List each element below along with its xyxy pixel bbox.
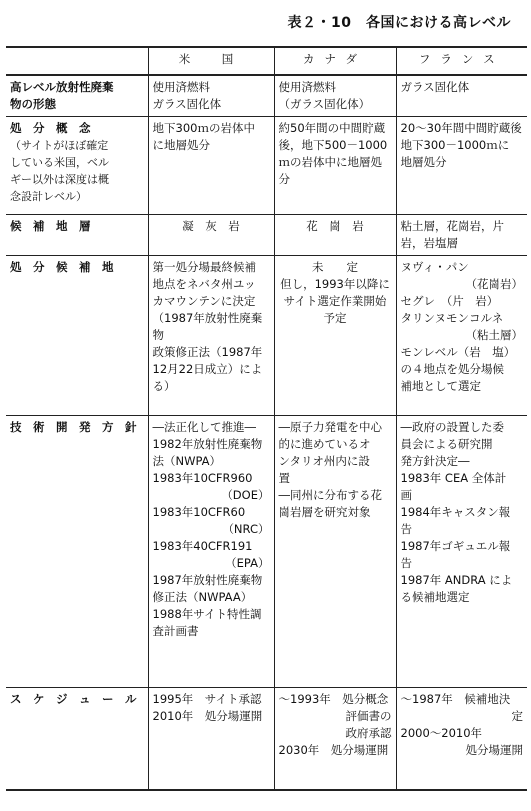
cell-line: カマウンテンに決定 xyxy=(152,294,256,308)
page-title: 表２・10 各国における高レベル xyxy=(287,15,511,31)
cell-line: 定 xyxy=(511,709,523,723)
cell-line: 2030年 処分場運開 xyxy=(278,743,389,757)
cell-line: 的に進めているオ xyxy=(278,437,371,451)
cell-line: 2010年 処分場運開 xyxy=(152,709,263,723)
cell-line: ヌヴィ・パン xyxy=(400,260,469,274)
cell-line: （DOE） xyxy=(221,488,270,502)
cell-line: （1987年放射性廃棄物 xyxy=(152,311,263,342)
cell-line: 置 xyxy=(278,471,290,485)
row-label-waste-form xyxy=(6,75,148,117)
cell-line: （粘土層） xyxy=(465,328,523,342)
cell-line: る） xyxy=(152,379,176,393)
cell-line: 12月22日成立）によ xyxy=(152,362,263,376)
row-label-disposal-concept xyxy=(6,117,148,215)
header-usa: 米 国 xyxy=(148,47,274,75)
cell-line: ガラス固化体 xyxy=(400,80,470,94)
cell-line: 約50年間の中間貯蔵 xyxy=(278,121,386,135)
row-label-note-line: （サイトがほぼ確定 xyxy=(10,139,109,152)
table-row-waste-form xyxy=(6,75,527,117)
row-label-note-line: 念設計レベル） xyxy=(10,190,87,203)
cell-line: 地下300ｍの岩体中 xyxy=(152,121,255,135)
cell-line: 査計画書 xyxy=(152,624,199,638)
row-label-line: 物の形態 xyxy=(10,97,56,111)
cell-line: 処分場運開 xyxy=(465,743,523,757)
cell-line: 但し，1993年以降に xyxy=(280,277,390,291)
cell-line: 1988年サイト特性調 xyxy=(152,607,262,621)
row-label-candidate-site xyxy=(6,256,148,416)
cell-line: 予定 xyxy=(323,311,347,325)
table-row-disposal-concept xyxy=(6,117,527,215)
cell-line: 岩，岩塩層 xyxy=(400,236,458,250)
cell-line: 粘土層，花崗岩，片 xyxy=(400,219,504,233)
cell-line: 地下300－1000ｍに xyxy=(400,138,510,152)
cell-waste-form-usa xyxy=(148,75,274,117)
cell-line: タリンヌモンコルネ xyxy=(400,311,504,325)
comparison-table xyxy=(6,46,527,791)
row-label-line: 高レベル放射性廃棄 xyxy=(10,80,114,94)
cell-line: （花崗岩） xyxy=(465,277,523,291)
cell-line: 1995年 サイト承認 xyxy=(152,692,262,706)
cell-line: （EPA） xyxy=(225,556,270,570)
cell-line: サイト選定作業開始 xyxy=(283,294,387,308)
row-label-line: 処 分 候 補 地 xyxy=(10,260,114,274)
cell-line: 1983年 CEA 全体計 xyxy=(400,471,507,485)
cell-line: 使用済燃料 xyxy=(278,80,336,94)
table-row-rd-policy xyxy=(6,416,527,688)
cell-line: 政策修正法（1987年 xyxy=(152,345,263,359)
cell-line: モンレベル（岩 塩） xyxy=(400,345,516,359)
cell-line: 評価書の xyxy=(345,709,392,723)
cell-waste-form-canada xyxy=(274,75,396,117)
cell-candidate-site-france xyxy=(396,256,527,416)
cell-line: 告 xyxy=(400,522,412,536)
cell-line: 2000～2010年 xyxy=(400,726,483,740)
cell-candidate-site-usa xyxy=(148,256,274,416)
table-row-schedule xyxy=(6,688,527,790)
cell-line: ～1993年 処分概念 xyxy=(278,692,389,706)
cell-line: （ガラス固化体） xyxy=(278,97,371,111)
cell-line: 花 崗 岩 xyxy=(306,219,364,233)
cell-line: 1982年放射性廃棄物 xyxy=(152,437,263,451)
cell-line: （NRC） xyxy=(222,522,270,536)
cell-candidate-strata-canada xyxy=(274,215,396,256)
cell-rd-policy-france xyxy=(396,416,527,688)
cell-line: 法（NWPA） xyxy=(152,454,222,468)
cell-disposal-concept-france xyxy=(396,117,527,215)
row-label-note-line: している米国，ベル xyxy=(10,156,109,169)
row-label-schedule xyxy=(6,688,148,790)
cell-line: 第一処分場最終候補 xyxy=(152,260,256,274)
cell-rd-policy-canada xyxy=(274,416,396,688)
cell-line: 1983年10CFR60 xyxy=(152,505,246,519)
cell-schedule-canada xyxy=(274,688,396,790)
cell-schedule-usa xyxy=(148,688,274,790)
header-france: フランス xyxy=(396,47,527,75)
cell-waste-form-france xyxy=(396,75,527,117)
cell-line: ―政府の設置した委 xyxy=(400,420,504,434)
cell-line: 1987年ゴギュエル報 xyxy=(400,539,511,553)
table-row-candidate-strata xyxy=(6,215,527,256)
cell-line: ｍの岩体中に地層処 xyxy=(278,155,382,169)
cell-line: 地点をネバタ州ユッ xyxy=(152,277,256,291)
cell-line: ガラス固化体 xyxy=(152,97,222,111)
cell-line: 政府承認 xyxy=(345,726,392,740)
cell-line: 補地として選定 xyxy=(400,379,481,393)
cell-line: 凝 灰 岩 xyxy=(182,219,240,233)
cell-line: 1987年 ANDRA によ xyxy=(400,573,513,587)
row-label-rd-policy xyxy=(6,416,148,688)
row-label-line: 候 補 地 層 xyxy=(10,219,91,233)
cell-line: る候補地選定 xyxy=(400,590,470,604)
row-label-candidate-strata xyxy=(6,215,148,256)
cell-line: 1983年10CFR960 xyxy=(152,471,253,485)
cell-line: に地層処分 xyxy=(152,138,210,152)
cell-disposal-concept-usa xyxy=(148,117,274,215)
header-canada: カナダ xyxy=(274,47,396,75)
table-row-candidate-site xyxy=(6,256,527,416)
cell-line: ～1987年 候補地決 xyxy=(400,692,511,706)
cell-line: セグレ （片 岩） xyxy=(400,294,499,308)
row-label-line: 技 術 開 発 方 針 xyxy=(10,420,137,434)
cell-line: 使用済燃料 xyxy=(152,80,210,94)
cell-line: ―同州に分布する花 xyxy=(278,488,382,502)
cell-candidate-strata-france xyxy=(396,215,527,256)
cell-line: 1987年放射性廃棄物 xyxy=(152,573,263,587)
table-header-row xyxy=(6,47,527,75)
cell-line: ンタリオ州内に設 xyxy=(278,454,370,468)
header-blank xyxy=(6,47,148,75)
row-label-line: 処 分 概 念 xyxy=(10,121,91,135)
cell-disposal-concept-canada xyxy=(274,117,396,215)
cell-line: 20～30年間中間貯蔵後 xyxy=(400,121,522,135)
cell-line: 後，地下500－1000 xyxy=(278,138,388,152)
row-label-note-line: ギー以外は深度は概 xyxy=(10,173,109,186)
cell-line: 員会による研究開 xyxy=(400,437,493,451)
cell-line: 1983年40CFR191 xyxy=(152,539,253,553)
cell-schedule-france xyxy=(396,688,527,790)
cell-rd-policy-usa xyxy=(148,416,274,688)
cell-line: 分 xyxy=(278,172,290,186)
cell-line: 告 xyxy=(400,556,412,570)
cell-line: ―原子力発電を中心 xyxy=(278,420,382,434)
cell-line: の４地点を処分場候 xyxy=(400,362,504,376)
cell-line: 地層処分 xyxy=(400,155,447,169)
cell-line: 1984年キャスタン報 xyxy=(400,505,511,519)
row-label-line: ス ケ ジ ュ ー ル xyxy=(10,692,137,706)
cell-line: 画 xyxy=(400,488,412,502)
cell-line: 修正法（NWPAA） xyxy=(152,590,253,604)
cell-candidate-site-canada xyxy=(274,256,396,416)
cell-line: 未 定 xyxy=(312,260,358,274)
cell-line: 発方針決定― xyxy=(400,454,470,468)
cell-line: ―法正化して推進― xyxy=(152,420,256,434)
cell-candidate-strata-usa xyxy=(148,215,274,256)
cell-line: 崗岩層を研究対象 xyxy=(278,505,371,519)
